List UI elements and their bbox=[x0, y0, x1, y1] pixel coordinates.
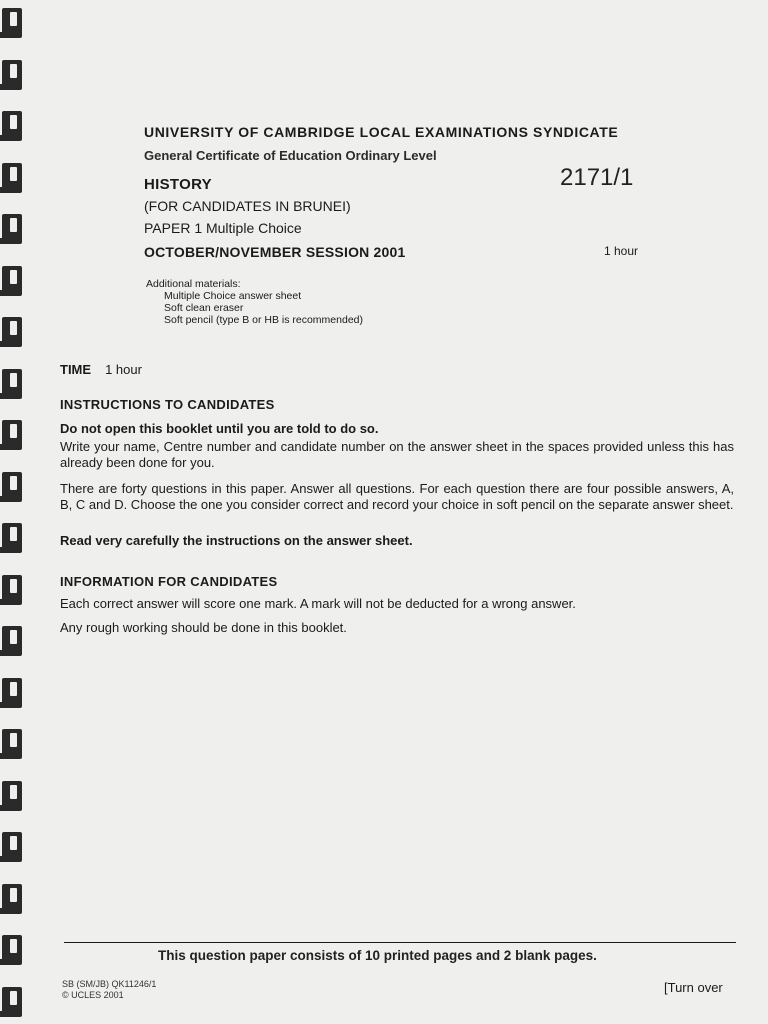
binding-ring bbox=[2, 884, 22, 914]
information-marks: Each correct answer will score one mark. A mark will not be deducted for a wrong answer. bbox=[60, 596, 576, 611]
time-row bbox=[60, 362, 142, 377]
binding-ring bbox=[2, 8, 22, 38]
reference-code bbox=[62, 979, 156, 1001]
binding-ring bbox=[2, 60, 22, 90]
additional-materials bbox=[146, 278, 363, 326]
binding-ring bbox=[2, 987, 22, 1017]
binding-ring bbox=[2, 369, 22, 399]
paper-code: 2171/1 bbox=[560, 164, 634, 191]
candidates-note: (FOR CANDIDATES IN BRUNEI) bbox=[144, 198, 351, 214]
pages-note: This question paper consists of 10 printed pages and 2 blank pages. bbox=[158, 948, 597, 963]
binding-ring bbox=[2, 523, 22, 553]
binding-ring bbox=[2, 832, 22, 862]
subject-title: HISTORY bbox=[144, 176, 212, 193]
binding-ring bbox=[2, 935, 22, 965]
binding-ring bbox=[2, 163, 22, 193]
binding-ring bbox=[2, 781, 22, 811]
time-value: 1 hour bbox=[105, 362, 142, 377]
binding-ring bbox=[2, 678, 22, 708]
instructions-heading: INSTRUCTIONS TO CANDIDATES bbox=[60, 397, 275, 412]
instruction-do-not-open: Do not open this booklet until you are told to do so. bbox=[60, 421, 379, 436]
session-title: OCTOBER/NOVEMBER SESSION 2001 bbox=[144, 244, 406, 260]
paper-title: PAPER 1 Multiple Choice bbox=[144, 220, 302, 236]
instruction-write-name: Write your name, Centre number and candidate number on the answer sheet in the spaces provided unless this has already been done for you. bbox=[60, 439, 734, 470]
binding-ring bbox=[2, 266, 22, 296]
binding-ring bbox=[2, 729, 22, 759]
binding-ring bbox=[2, 575, 22, 605]
reference-line: SB (SM/JB) QK11246/1 bbox=[62, 979, 157, 989]
materials-title: Additional materials: bbox=[146, 278, 241, 290]
materials-item: Multiple Choice answer sheet bbox=[164, 290, 302, 302]
binding-ring bbox=[2, 420, 22, 450]
binding-ring bbox=[2, 317, 22, 347]
instruction-questions: There are forty questions in this paper. Answer all questions. For each question there are four possible answers, A, B, C and D. Choose the one you consider correct and record your choice in soft pencil on the separate answer sheet. bbox=[60, 481, 734, 512]
binding-ring bbox=[2, 111, 22, 141]
syndicate-title: UNIVERSITY OF CAMBRIDGE LOCAL EXAMINATIONS SYNDICATE bbox=[144, 124, 619, 140]
binding-ring bbox=[2, 626, 22, 656]
duration-label: 1 hour bbox=[604, 244, 639, 258]
information-rough-working: Any rough working should be done in this booklet. bbox=[60, 620, 347, 635]
instruction-read-carefully: Read very carefully the instructions on the answer sheet. bbox=[60, 533, 413, 548]
information-heading: INFORMATION FOR CANDIDATES bbox=[60, 574, 278, 589]
spiral-binding bbox=[0, 0, 40, 1024]
footer-divider bbox=[64, 942, 736, 943]
materials-item: Soft clean eraser bbox=[164, 302, 244, 314]
binding-ring bbox=[2, 472, 22, 502]
copyright-line: © UCLES 2001 bbox=[62, 990, 124, 1000]
materials-item: Soft pencil (type B or HB is recommended) bbox=[164, 314, 363, 326]
qualification-title: General Certificate of Education Ordinary Level bbox=[144, 148, 437, 163]
time-label: TIME bbox=[60, 362, 92, 377]
turn-over-label: [Turn over bbox=[664, 980, 723, 995]
binding-ring bbox=[2, 214, 22, 244]
